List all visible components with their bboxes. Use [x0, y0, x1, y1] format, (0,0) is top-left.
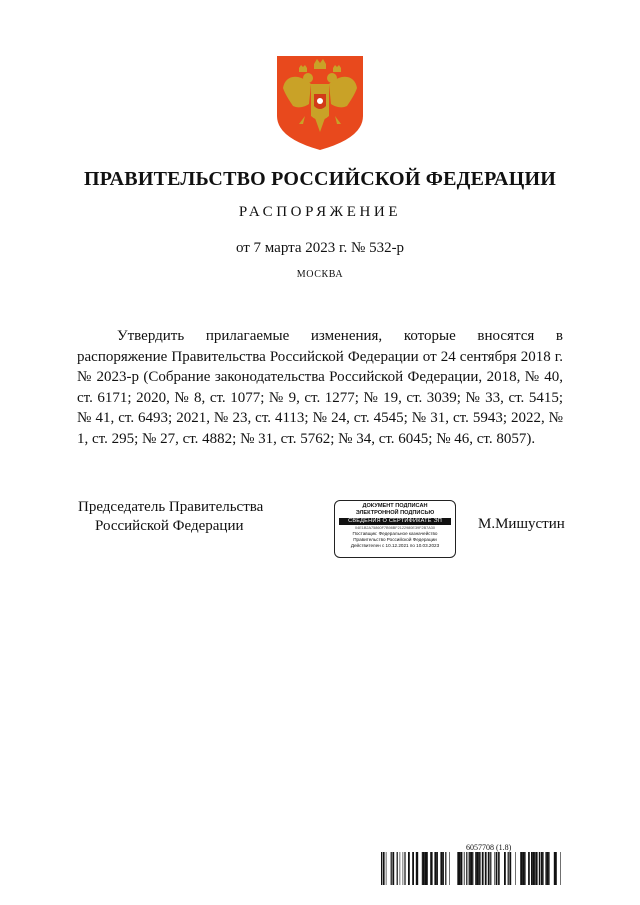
- signatory-position-line1: Председатель Правительства: [78, 499, 264, 515]
- government-title: ПРАВИТЕЛЬСТВО РОССИЙСКОЙ ФЕДЕРАЦИИ: [84, 168, 556, 190]
- stamp-line2: ЭЛЕКТРОННОЙ ПОДПИСЬЮ: [355, 510, 435, 516]
- body-paragraph: Утвердить прилагаемые изменения, которые вносятся в распоряжение Правительства Российской Федерации от 24 сентября 2018 г. № 2023-р (Собрание законодательства Российской Федерации, 2018, № 40, ст. 6171; 2020, № 8, ст. 1077; № 9, ст. 1277; № 19, ст. 3039; № 33, ст. 5415; № 41, ст. 6493; 2021, № 23, ст. 4113; № 24, ст. 4545; № 31, ст. 5943; 2022, № 1, ст. 295; № 27, ст. 4882; № 31, ст. 5762; № 34, ст. 6045; № 46, ст. 8057).: [77, 328, 563, 447]
- electronic-signature-stamp: [334, 500, 456, 558]
- stamp-certificate-bar: СВЕДЕНИЯ О СЕРТИФИКАТЕ ЭП: [339, 518, 451, 525]
- document-date-number: от 7 марта 2023 г. № 532-р: [235, 240, 405, 256]
- stamp-serial: 04E1B2A75860F7B98BF2122980E39F2B7A30: [354, 526, 435, 530]
- stamp-validity: Действителен с 10.12.2021 по 10.03.2023: [350, 543, 440, 548]
- signatory-position: [78, 498, 288, 536]
- coat-of-arms-emblem: [275, 54, 365, 152]
- stamp-supplier: Поставщик: Федеральное казначейство: [352, 531, 438, 536]
- document-city: МОСКВА: [296, 269, 344, 280]
- document-type: РАСПОРЯЖЕНИЕ: [238, 204, 402, 220]
- barcode-label: 6057708 (1.8): [466, 843, 512, 852]
- barcode-image: [381, 852, 561, 885]
- signatory-position-line2: Российской Федерации: [95, 518, 244, 534]
- signatory-name: М.Мишустин: [478, 516, 565, 532]
- stamp-line1: ДОКУМЕНТ ПОДПИСАН: [362, 503, 428, 509]
- stamp-owner: Правительство Российской Федерации: [353, 537, 437, 542]
